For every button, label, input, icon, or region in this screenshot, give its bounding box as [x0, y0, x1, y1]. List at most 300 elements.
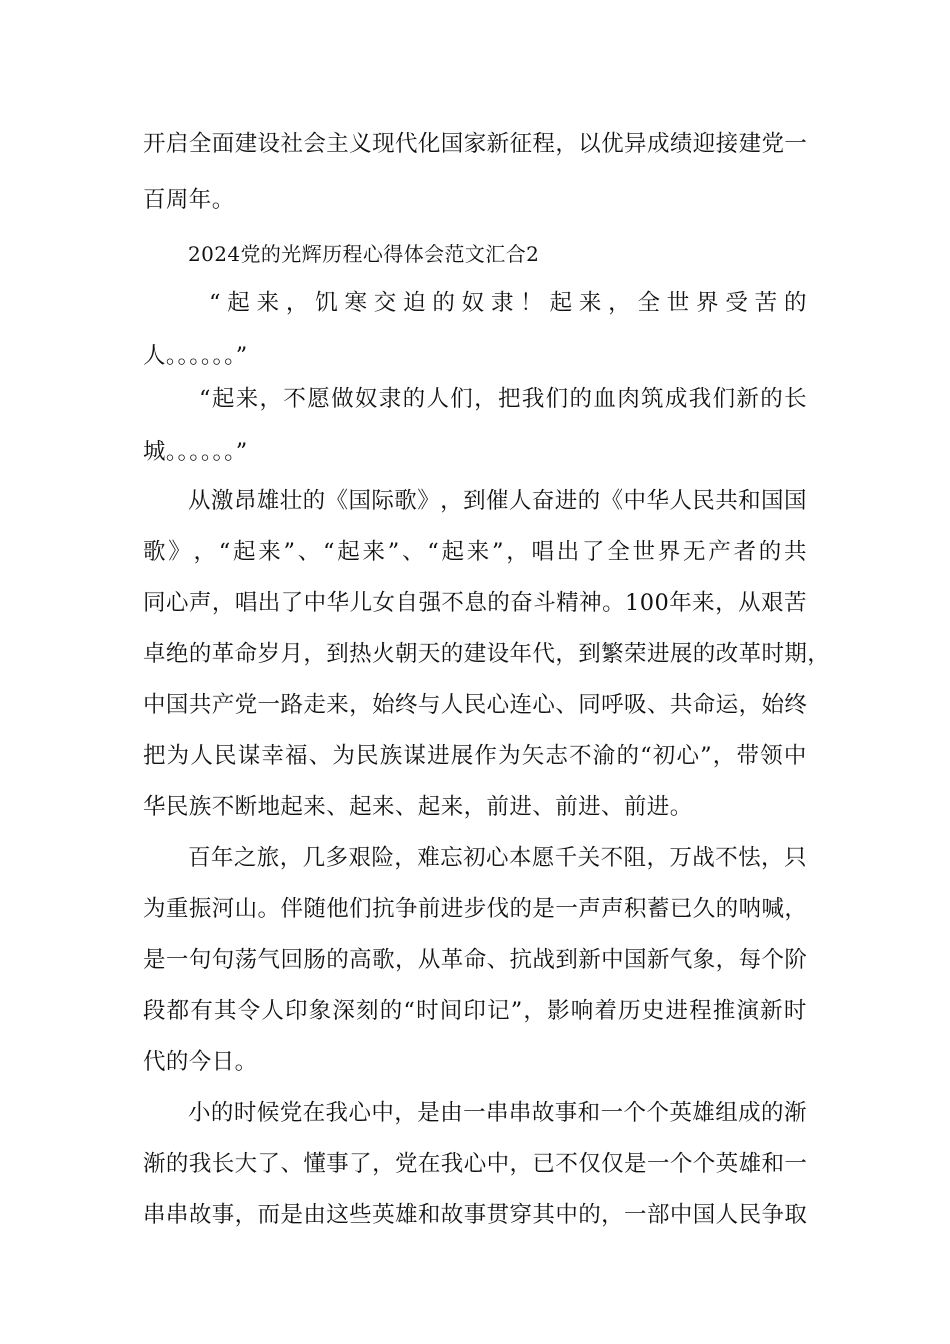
- glyph: 国: [761, 488, 784, 514]
- glyph: 为: [332, 743, 356, 769]
- glyph: 从: [417, 947, 441, 973]
- glyph: ，: [506, 539, 530, 565]
- glyph: 唱: [531, 539, 555, 565]
- glyph: 国: [348, 488, 372, 514]
- glyph: 进: [665, 998, 689, 1024]
- glyph: 斗: [533, 590, 557, 616]
- glyph: 际: [371, 488, 395, 514]
- glyph: 是: [624, 1151, 647, 1177]
- glyph: 隶: [490, 290, 514, 316]
- glyph: 百: [188, 845, 211, 871]
- glyph: 设: [257, 131, 281, 157]
- glyph: 和: [738, 488, 762, 514]
- glyph: 》: [168, 539, 192, 565]
- glyph: 中: [669, 1202, 693, 1228]
- glyph: 人: [669, 488, 693, 514]
- text-line: 人。。。。。。”: [143, 343, 248, 369]
- glyph: 奋: [510, 590, 534, 616]
- glyph: 心: [532, 692, 556, 718]
- text-line: [188, 486, 807, 516]
- glyph: 蓄: [646, 896, 670, 922]
- text-line: [143, 1149, 807, 1179]
- text-line: 代的今日。: [143, 1049, 258, 1075]
- glyph: ”: [387, 539, 400, 565]
- glyph: 不: [600, 845, 624, 871]
- glyph: 的: [578, 1202, 602, 1228]
- glyph: 天: [417, 641, 441, 667]
- glyph: 始: [372, 692, 395, 718]
- glyph: 一: [257, 692, 281, 718]
- glyph: 建: [463, 641, 487, 667]
- glyph: 新: [760, 998, 784, 1024]
- glyph: 旅: [256, 845, 280, 871]
- glyph: 成: [738, 1100, 762, 1126]
- glyph: 是: [280, 1202, 304, 1228]
- glyph: 国: [440, 131, 464, 157]
- glyph: 的: [783, 290, 807, 316]
- glyph: 新: [486, 131, 510, 157]
- glyph: 把: [143, 743, 166, 769]
- glyph: 、: [486, 947, 510, 973]
- glyph: 、: [297, 539, 321, 565]
- glyph: 面: [211, 131, 235, 157]
- glyph: 中: [371, 1100, 395, 1126]
- glyph: 的: [616, 743, 640, 769]
- glyph: 人: [261, 998, 285, 1024]
- glyph: 抗: [509, 947, 533, 973]
- glyph: 愿: [531, 845, 555, 871]
- glyph: 一: [646, 1151, 670, 1177]
- glyph: 华: [646, 488, 670, 514]
- glyph: 他: [326, 896, 350, 922]
- glyph: 积: [624, 896, 647, 922]
- glyph: 为: [143, 896, 166, 922]
- glyph: 终: [784, 692, 808, 718]
- glyph: 候: [256, 1100, 280, 1126]
- glyph: 气: [669, 947, 693, 973]
- glyph: 、: [308, 743, 332, 769]
- glyph: ，: [807, 641, 831, 667]
- glyph: “: [427, 539, 440, 565]
- glyph: ，: [394, 845, 418, 871]
- glyph: 忘: [440, 845, 464, 871]
- glyph: 会: [303, 131, 327, 157]
- glyph: 雄: [692, 1100, 716, 1126]
- glyph: 繁: [601, 641, 625, 667]
- glyph: 都: [166, 998, 190, 1024]
- glyph: 时: [761, 641, 785, 667]
- glyph: 的: [188, 641, 212, 667]
- glyph: 一: [463, 1100, 486, 1126]
- glyph: ，: [285, 290, 309, 316]
- glyph: 隶: [378, 386, 402, 412]
- glyph: ，: [394, 1100, 418, 1126]
- glyph: 一: [784, 131, 808, 157]
- glyph: 奋: [531, 488, 555, 514]
- glyph: 时: [783, 998, 807, 1024]
- glyph: 化: [417, 131, 441, 157]
- glyph: 命: [463, 947, 487, 973]
- glyph: “: [403, 998, 416, 1024]
- text-line: [143, 129, 807, 159]
- glyph: 迎: [692, 131, 716, 157]
- glyph: 一: [165, 947, 189, 973]
- glyph: 、: [555, 692, 579, 718]
- glyph: 起: [441, 539, 465, 565]
- glyph: 的: [509, 896, 533, 922]
- glyph: 人: [426, 386, 450, 412]
- glyph: 革: [211, 641, 235, 667]
- glyph: 女: [372, 590, 396, 616]
- glyph: 个: [623, 1100, 647, 1126]
- glyph: 现: [372, 131, 395, 157]
- glyph: 产: [211, 692, 235, 718]
- glyph: 自: [395, 590, 419, 616]
- glyph: 演: [736, 998, 760, 1024]
- glyph: 们: [349, 896, 373, 922]
- glyph: 战: [692, 845, 716, 871]
- glyph: 建: [234, 131, 258, 157]
- glyph: 民: [738, 1202, 762, 1228]
- glyph: 代: [394, 131, 418, 157]
- glyph: 而: [257, 1202, 281, 1228]
- glyph: 设: [486, 641, 510, 667]
- glyph: 艰: [761, 590, 784, 616]
- text-line: [143, 996, 807, 1026]
- glyph: 阻: [623, 845, 647, 871]
- glyph: 取: [784, 1202, 808, 1228]
- glyph: 连: [509, 692, 533, 718]
- glyph: 渐: [143, 1151, 166, 1177]
- glyph: 、: [280, 1151, 304, 1177]
- glyph: 共: [188, 692, 212, 718]
- glyph: 个: [692, 1151, 716, 1177]
- glyph: 在: [302, 1100, 326, 1126]
- glyph: 深: [332, 998, 356, 1024]
- glyph: 来: [326, 692, 350, 718]
- glyph: 起: [233, 539, 256, 565]
- glyph: ，: [608, 290, 632, 316]
- glyph: 主: [326, 131, 350, 157]
- glyph: 为: [498, 743, 521, 769]
- glyph: 怯: [738, 845, 762, 871]
- glyph: 个: [669, 1151, 693, 1177]
- glyph: 抗: [372, 896, 395, 922]
- glyph: 是: [532, 896, 556, 922]
- text-line: 城。。。。。。”: [143, 439, 248, 465]
- glyph: 心: [676, 743, 700, 769]
- glyph: 中: [486, 1151, 510, 1177]
- glyph: 月: [280, 641, 304, 667]
- glyph: 们: [450, 386, 474, 412]
- glyph: 国: [692, 1202, 716, 1228]
- glyph: 绝: [165, 641, 189, 667]
- glyph: 热: [349, 641, 373, 667]
- glyph: 了: [349, 1151, 373, 1177]
- glyph: ”: [510, 998, 523, 1024]
- glyph: 程: [532, 131, 556, 157]
- glyph: 影: [547, 998, 570, 1024]
- glyph: 神: [579, 590, 603, 616]
- glyph: 中: [783, 743, 807, 769]
- glyph: 渝: [592, 743, 616, 769]
- glyph: 印: [463, 998, 487, 1024]
- glyph: 人: [508, 488, 532, 514]
- glyph: 路: [280, 692, 304, 718]
- glyph: 的: [440, 641, 464, 667]
- glyph: 同: [143, 590, 166, 616]
- glyph: 的: [432, 290, 456, 316]
- glyph: 串: [165, 1202, 189, 1228]
- glyph: 和: [761, 1151, 785, 1177]
- text-line: [143, 945, 807, 975]
- glyph: 穿: [509, 1202, 533, 1228]
- glyph: 呼: [601, 692, 625, 718]
- glyph: 故: [440, 1202, 464, 1228]
- glyph: 长: [211, 1151, 235, 1177]
- glyph: 进: [427, 743, 450, 769]
- text-line: [199, 384, 807, 414]
- glyph: ，: [193, 539, 217, 565]
- glyph: 句: [211, 947, 235, 973]
- glyph: ，: [259, 386, 283, 412]
- glyph: 卓: [143, 641, 166, 667]
- glyph: 与: [417, 692, 441, 718]
- glyph: 仅: [601, 1151, 625, 1177]
- glyph: 象: [308, 998, 332, 1024]
- glyph: 到: [326, 641, 350, 667]
- glyph: 成: [664, 386, 688, 412]
- glyph: 来: [578, 290, 602, 316]
- glyph: 肉: [617, 386, 641, 412]
- glyph: 我: [521, 386, 545, 412]
- glyph: 艰: [348, 845, 372, 871]
- glyph: 声: [578, 896, 602, 922]
- glyph: 的: [210, 1100, 234, 1126]
- glyph: 的: [761, 1100, 784, 1126]
- glyph: 民: [214, 743, 237, 769]
- glyph: 产: [708, 539, 732, 565]
- glyph: 领: [760, 743, 784, 769]
- glyph: 到: [578, 641, 602, 667]
- glyph: “: [218, 539, 231, 565]
- glyph: 全: [607, 539, 631, 565]
- text-line: 华民族不断地起来、起来、起来，前进、前进、前进。: [143, 794, 693, 820]
- glyph: 响: [570, 998, 594, 1024]
- glyph: 声: [188, 590, 212, 616]
- glyph: 息: [464, 590, 488, 616]
- glyph: 的: [402, 386, 426, 412]
- glyph: 革: [738, 641, 762, 667]
- glyph: 成: [646, 131, 670, 157]
- glyph: ，: [349, 692, 373, 718]
- glyph: 来: [692, 590, 716, 616]
- glyph: 的: [165, 1151, 189, 1177]
- glyph: 迫: [403, 290, 426, 316]
- glyph: 我: [325, 1100, 349, 1126]
- text-line: [143, 690, 807, 720]
- glyph: 喊: [761, 896, 785, 922]
- glyph: 一: [600, 1100, 624, 1126]
- glyph: 人: [190, 743, 214, 769]
- glyph: 社: [280, 131, 304, 157]
- glyph: 象: [692, 947, 716, 973]
- glyph: 初: [652, 743, 676, 769]
- glyph: 以: [578, 131, 602, 157]
- glyph: ！: [520, 290, 544, 316]
- glyph: 进: [646, 641, 670, 667]
- glyph: ，: [474, 386, 498, 412]
- glyph: 故: [531, 1100, 555, 1126]
- glyph: 串: [485, 1100, 509, 1126]
- glyph: 无: [683, 539, 706, 565]
- glyph: 来: [466, 539, 490, 565]
- glyph: ，: [555, 641, 579, 667]
- glyph: 歌: [143, 539, 166, 565]
- glyph: 展: [450, 743, 474, 769]
- glyph: 事: [211, 1202, 235, 1228]
- glyph: 荡: [234, 947, 258, 973]
- glyph: 义: [349, 131, 373, 157]
- text-line: [209, 288, 807, 318]
- glyph: 呐: [738, 896, 762, 922]
- text-line: [188, 1098, 807, 1128]
- glyph: 的: [487, 590, 511, 616]
- glyph: 英: [372, 1202, 395, 1228]
- glyph: 代: [532, 641, 556, 667]
- glyph: 一: [784, 1151, 808, 1177]
- glyph: 来: [235, 386, 259, 412]
- glyph: 着: [594, 998, 618, 1024]
- text-line: [188, 843, 807, 873]
- glyph: 全: [188, 131, 212, 157]
- glyph: 党: [234, 692, 258, 718]
- glyph: 昂: [233, 488, 257, 514]
- glyph: 出: [257, 590, 281, 616]
- glyph: 民: [692, 488, 716, 514]
- glyph: 儿: [349, 590, 373, 616]
- glyph: 新: [646, 947, 670, 973]
- glyph: 奴: [354, 386, 378, 412]
- glyph: 壮: [279, 488, 303, 514]
- glyph: 我: [188, 1151, 212, 1177]
- glyph: 间: [439, 998, 463, 1024]
- glyph: 已: [669, 896, 693, 922]
- glyph: 命: [692, 692, 716, 718]
- glyph: 唱: [234, 590, 258, 616]
- glyph: 征: [509, 131, 533, 157]
- glyph: 雄: [394, 1202, 418, 1228]
- glyph: 到: [555, 947, 579, 973]
- glyph: 河: [211, 896, 235, 922]
- glyph: 由: [440, 1100, 464, 1126]
- glyph: 些: [349, 1202, 373, 1228]
- glyph: 了: [280, 590, 304, 616]
- glyph: 长: [784, 386, 807, 412]
- glyph: 起: [337, 539, 361, 565]
- glyph: 受: [725, 290, 749, 316]
- glyph: 到: [463, 488, 486, 514]
- glyph: 程: [689, 998, 713, 1024]
- glyph: 绩: [669, 131, 693, 157]
- glyph: 们: [545, 386, 569, 412]
- glyph: 和: [577, 1100, 601, 1126]
- section-title: 2024党的光辉历程心得体会范文汇合2: [188, 242, 540, 266]
- glyph: 血: [593, 386, 617, 412]
- glyph: 》: [417, 488, 441, 514]
- glyph: 和: [417, 1202, 441, 1228]
- glyph: 部: [646, 1202, 670, 1228]
- glyph: 句: [188, 947, 212, 973]
- glyph: 中: [601, 947, 625, 973]
- glyph: 革: [440, 947, 464, 973]
- glyph: 共: [784, 539, 807, 565]
- glyph: 串: [143, 1202, 166, 1228]
- glyph: 不: [569, 743, 592, 769]
- glyph: 开: [143, 131, 166, 157]
- glyph: ，: [715, 947, 739, 973]
- glyph: 者: [733, 539, 757, 565]
- glyph: 的: [577, 488, 601, 514]
- glyph: 在: [417, 1151, 441, 1177]
- glyph: ，: [279, 845, 303, 871]
- glyph: 时: [416, 998, 439, 1024]
- glyph: 。: [257, 896, 281, 922]
- glyph: 了: [582, 539, 605, 565]
- glyph: 共: [715, 488, 739, 514]
- glyph: 筑: [641, 386, 664, 412]
- glyph: 推: [712, 998, 736, 1024]
- glyph: 优: [601, 131, 625, 157]
- glyph: 荣: [624, 641, 647, 667]
- text-line: [143, 1200, 807, 1230]
- glyph: 国: [165, 692, 189, 718]
- glyph: 一: [555, 896, 579, 922]
- glyph: 其: [532, 1202, 556, 1228]
- glyph: 、: [402, 539, 425, 565]
- glyph: 肠: [303, 947, 327, 973]
- glyph: 英: [669, 1100, 693, 1126]
- glyph: 记: [487, 998, 510, 1024]
- glyph: 的: [715, 896, 739, 922]
- glyph: 起: [549, 290, 573, 316]
- glyph: 之: [233, 845, 257, 871]
- glyph: 心: [348, 1100, 372, 1126]
- glyph: 火: [372, 641, 395, 667]
- glyph: 《: [325, 488, 349, 514]
- glyph: 故: [188, 1202, 212, 1228]
- glyph: 战: [532, 947, 556, 973]
- glyph: 我: [440, 1151, 464, 1177]
- glyph: 一: [624, 1202, 647, 1228]
- glyph: ，: [715, 590, 739, 616]
- glyph: 阶: [784, 947, 808, 973]
- glyph: ，: [712, 743, 736, 769]
- glyph: 心: [165, 590, 189, 616]
- glyph: 前: [417, 896, 441, 922]
- glyph: ”: [492, 539, 504, 565]
- glyph: 已: [532, 1151, 556, 1177]
- glyph: 启: [165, 131, 189, 157]
- glyph: 历: [618, 998, 642, 1024]
- glyph: ，: [555, 131, 579, 157]
- glyph: 不: [441, 590, 465, 616]
- glyph: 进: [554, 488, 578, 514]
- glyph: 谋: [403, 743, 427, 769]
- glyph: 了: [257, 1151, 281, 1177]
- glyph: 全: [637, 290, 661, 316]
- glyph: 国: [783, 488, 807, 514]
